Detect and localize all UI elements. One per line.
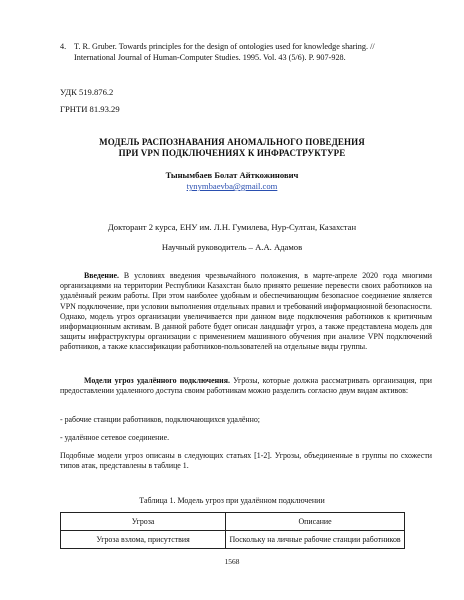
- threat-model-table: [60, 512, 405, 549]
- table-row: [61, 531, 405, 549]
- scientific-advisor: Научный руководитель – А.А. Адамов: [161, 242, 303, 252]
- title-line-1: МОДЕЛЬ РАСПОЗНАВАНИЯ АНОМАЛЬНОГО ПОВЕДЕНИЯ: [99, 137, 365, 147]
- paper-title: [40, 137, 424, 159]
- threats-text: Угрозы, которые должна рассматривать организация, при предоставлении удаленного доступа своим работникам можно разделить согласно двум видам активов:: [60, 376, 433, 396]
- intro-paragraph: [60, 271, 432, 353]
- table-header-cell: Описание: [226, 513, 405, 531]
- table-cell: Угроза взлома, присутствия: [61, 531, 226, 549]
- author-email-link[interactable]: tynymbaevba@gmail.com: [186, 181, 278, 191]
- author-affiliation: Докторант 2 курса, ЕНУ им. Л.Н. Гумилева, Нур-Султан, Казахстан: [107, 222, 357, 232]
- reference-number: 4.: [60, 42, 67, 51]
- page-number: 1568: [224, 557, 240, 566]
- reference-item: [60, 41, 420, 63]
- author-name: Тынымбаев Болат Айткожинович: [165, 170, 299, 180]
- list-item: - рабочие станции работников, подключающихся удалённо;: [60, 415, 260, 424]
- list-item: - удалённое сетевое соединение.: [60, 433, 170, 442]
- threats-label: Модели угроз удалённого подключения.: [84, 376, 230, 385]
- threats-paragraph: [60, 376, 432, 396]
- reference-line1: T. R. Gruber. Towards principles for the design of ontologies used for knowledge sharing. //: [74, 42, 375, 51]
- intro-label: Введение.: [84, 271, 119, 280]
- intro-text: В условиях введения чрезвычайного положения, в марте-апреле 2020 года многими организациями на территории Республики Казахстан было принято решение перевести своих работников на удалённый режим работы. При этом наиболее удобным и обеспечивающим безопасное соединение является VPN подключение, при условии выполнения отдельных правил и требований информационной безопасности. Однако, модель угроз организации увеличивается при данном виде подключения работников к критичным информационным активам. В данной работе будет описан ландшафт угроз, а также представлена модель для защиты инфраструктуры организации с применением машинного обучения при анализе VPN подключений работников, а также классификации работников-пользователей на отдельные виды группы.: [60, 271, 432, 352]
- grnti-code: ГРНТИ 81.93.29: [60, 104, 120, 114]
- table-intro-paragraph: Подобные модели угроз описаны в следующих статьях [1-2]. Угрозы, объединенные в группы по схожести типов атак, представлены в таблице 1.: [60, 451, 432, 471]
- table-header-row: [61, 513, 405, 531]
- table-caption: Таблица 1. Модель угроз при удалённом подключении: [139, 496, 325, 505]
- udk-code: УДК 519.876.2: [60, 87, 114, 97]
- title-line-2: ПРИ VPN ПОДКЛЮЧЕНИЯХ К ИНФРАСТРУКТУРЕ: [118, 148, 346, 158]
- reference-line2: International Journal of Human-Computer Studies. 1995. Vol. 43 (5/6). P. 907-928.: [74, 53, 346, 62]
- table-cell: Поскольку на личные рабочие станции работников: [226, 531, 405, 549]
- table-header-cell: Угроза: [61, 513, 226, 531]
